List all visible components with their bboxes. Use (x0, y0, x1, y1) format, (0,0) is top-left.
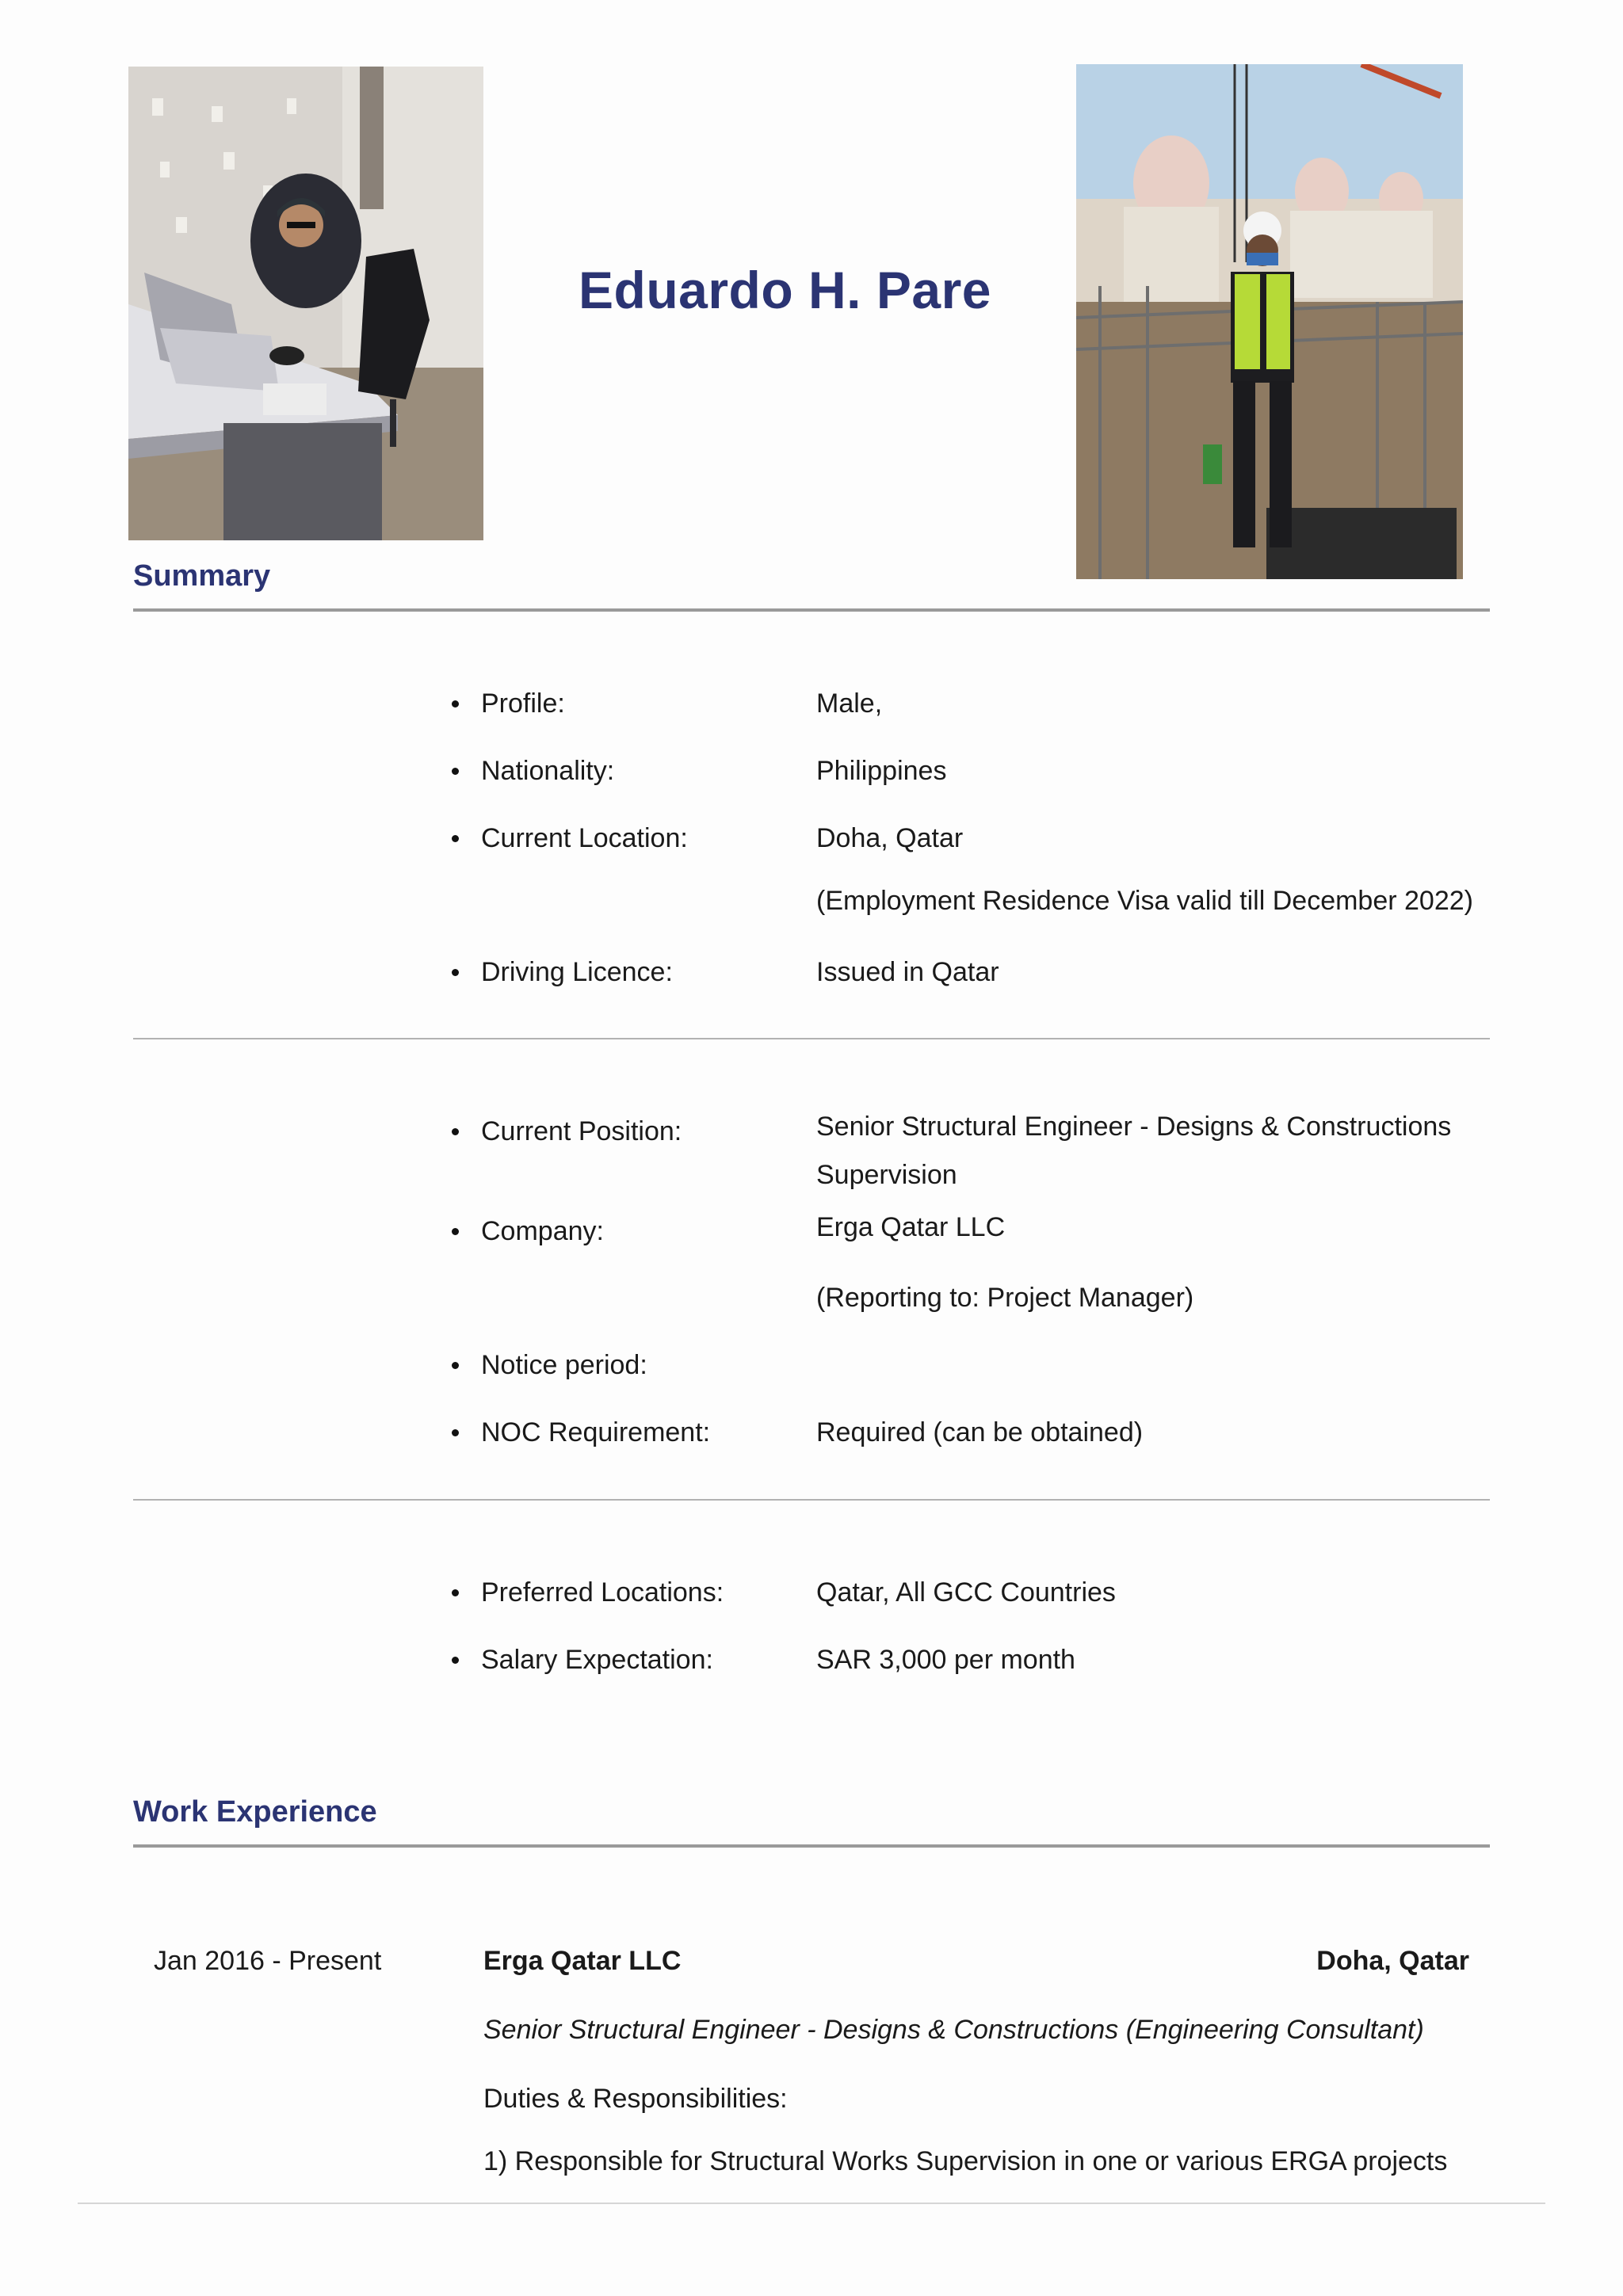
job-duties-heading: Duties & Responsibilities: (483, 2084, 788, 2114)
profile-photo-office (128, 67, 483, 540)
field-value: Issued in Qatar (816, 957, 999, 987)
section-divider (133, 608, 1490, 612)
bullet-icon (452, 1589, 459, 1596)
bullet-icon (452, 969, 459, 976)
bullet-icon (452, 835, 459, 842)
page-footer-divider (78, 2203, 1545, 2204)
job-location: Doha, Qatar (1316, 1946, 1469, 1976)
group-divider (133, 1499, 1490, 1501)
field-label: Preferred Locations: (481, 1577, 724, 1608)
section-title-work-experience: Work Experience (133, 1795, 377, 1829)
field-value: Doha, Qatar (816, 823, 964, 853)
field-label: Nationality: (481, 756, 615, 786)
bullet-icon (452, 1128, 459, 1135)
field-note: (Reporting to: Project Manager) (816, 1283, 1194, 1313)
field-label: Notice period: (481, 1350, 647, 1380)
field-value: Erga Qatar LLC (816, 1212, 1006, 1242)
job-duty-item: 1) Responsible for Structural Works Supervision in one or various ERGA projects (483, 2146, 1448, 2176)
field-label: Profile: (481, 688, 565, 719)
job-period: Jan 2016 - Present (154, 1946, 382, 1976)
bullet-icon (452, 700, 459, 707)
field-value: Male, (816, 688, 883, 719)
group-divider (133, 1038, 1490, 1039)
field-label: Current Position: (481, 1116, 682, 1146)
job-company: Erga Qatar LLC (483, 1946, 682, 1976)
field-value: Required (can be obtained) (816, 1417, 1144, 1447)
field-label: Company: (481, 1216, 604, 1246)
bullet-icon (452, 1429, 459, 1436)
profile-photo-site (1076, 64, 1463, 579)
job-role: Senior Structural Engineer - Designs & Constructions (Engineering Consultant) (483, 2015, 1424, 2045)
field-value: Qatar, All GCC Countries (816, 1577, 1116, 1608)
field-label: Salary Expectation: (481, 1645, 713, 1675)
bullet-icon (452, 1657, 459, 1664)
candidate-name: Eduardo H. Pare (579, 261, 991, 319)
field-value: Philippines (816, 756, 947, 786)
field-label: NOC Requirement: (481, 1417, 711, 1447)
field-value-continued: Supervision (816, 1160, 957, 1190)
field-note: (Employment Residence Visa valid till December 2022) (816, 886, 1473, 916)
field-value: SAR 3,000 per month (816, 1645, 1075, 1675)
bullet-icon (452, 768, 459, 775)
bullet-icon (452, 1362, 459, 1369)
section-divider (133, 1844, 1490, 1848)
section-title-summary: Summary (133, 559, 271, 593)
bullet-icon (452, 1228, 459, 1235)
field-label: Current Location: (481, 823, 688, 853)
field-label: Driving Licence: (481, 957, 673, 987)
field-value: Senior Structural Engineer - Designs & Constructions (816, 1112, 1452, 1142)
